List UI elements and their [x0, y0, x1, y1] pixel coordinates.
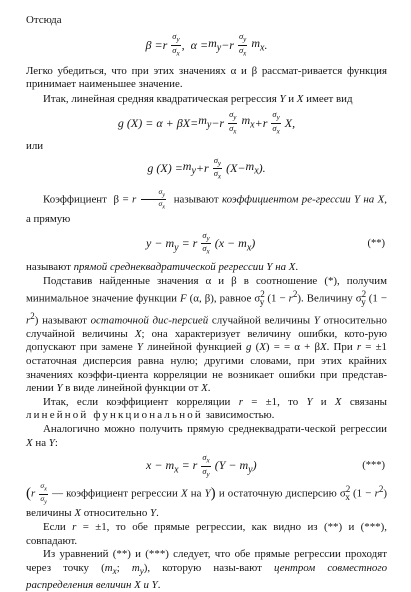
paragraph-functional-dependence: Итак, если коэффициент корреляции r = ±1, то Y и X связаны линейной функциональной зависимостью. [26, 395, 387, 422]
word-otsyuda: Отсюда [26, 14, 62, 26]
term-joint-center: центром совместного распределения величин X и Y [26, 562, 388, 591]
paragraph-line-name: называют прямой среднеквадратической регрессии Y на X. [26, 260, 299, 273]
formula-g-compact: g ( X ) = $m_y$ + r $\frac{\sigma_y}{\sigma_x}$ ( X − $m_x$ ). [147, 154, 266, 182]
equation-tag-2: (**) [367, 238, 385, 250]
word-ili: или [26, 140, 44, 153]
paragraph-joint-center: Из уравнений (**) и (***) следует, что обе прямые регрессии проходят через точку ($m_x$; $m_y$), которую назы-вают центром совместного распределения величин X и Y. [26, 548, 388, 591]
term-residual-variance: остаточной дис-персией [90, 314, 209, 327]
term-regression-coefficient: коэффициентом ре-грессии Y на X [221, 193, 385, 206]
formula-g-expanded: g ( X ) = α + β X = $m_y$ − r $\frac{\sigma_y}{\sigma_x}$ $m_x$ + r $\frac{\sigma_y}{\sigma_x}$ X , [117, 109, 296, 136]
formula-beta-alpha: β = r $\frac{\sigma_y}{\sigma_x}$ , α = $m_y$ − r $\frac{\sigma_y}{\sigma_x}$ $m_x$ . [145, 31, 268, 58]
formula-regression-line-yx: $y - m_y = r$ $\frac{\sigma_y}{\sigma_x}$ $(x - m_x)$ (**) [146, 229, 385, 257]
term-regression-line: прямой среднеквадратической регрессии Y на X [73, 260, 296, 273]
paragraph-residual-variance: Подставив найденные значения α и β в соотношение (*), получим минимальное значение функции F (α, β), равное $\sigma^2_y$ $(1 - r^2)$. Величину $\sigma^2_y$ $(1 - r^2)$ называют остаточной дис-персией случайной величины Y относительно случайной величины X; она характеризует величину ошибки, кото-рую допускают при замене Y линейной функцией g (X) = = α + βX. При r = ±1 остаточная дисперсия равна нулю; другими словами, при этих крайних значениях коэффи-циента корреляции не возникает ошибки при представ-лении Y в виде линейной функции от X. [26, 274, 388, 395]
equation-tag-3: (***) [362, 460, 385, 472]
formula-regression-line-xy: $x - m_x = r$ $\frac{\sigma_x}{\sigma_y}$ $(Y - m_y)$ (***) [146, 451, 385, 479]
paragraph-coefficient: Коэффициент β = r $\frac{\sigma_y}{\sigma_x}$ называют коэффициентом ре-грессии Y на X, а прямую [26, 186, 387, 225]
paragraph-xy-coefficient: (r $\frac{\sigma_x}{\sigma_y}$ — коэффициент регрессии X на Y) и остаточную дисперсию $\sigma^2_x$ $(1 - r^2)$ величины X относительно Y. [26, 481, 387, 520]
paragraph-minimum: Легко убедиться, что при этих значениях α и β рассмат-ривается функция принимает наименьшее значение. [26, 64, 387, 91]
paragraph-coincide: Если r = ±1, то обе прямые регрессии, как видно из (**) и (***), совпадают. [26, 521, 387, 547]
term-linear-functional: линейной функциональной [26, 409, 203, 422]
paragraph-linear-regression: Итак, линейная средняя квадратическая регрессия Y и X имеет вид [43, 92, 353, 105]
paragraph-analogous: Аналогично можно получить прямую среднеквадрати-ческой регрессии X на Y: [26, 422, 387, 449]
text-line-otsyuda [26, 14, 387, 28]
text-line-ili [26, 140, 387, 154]
